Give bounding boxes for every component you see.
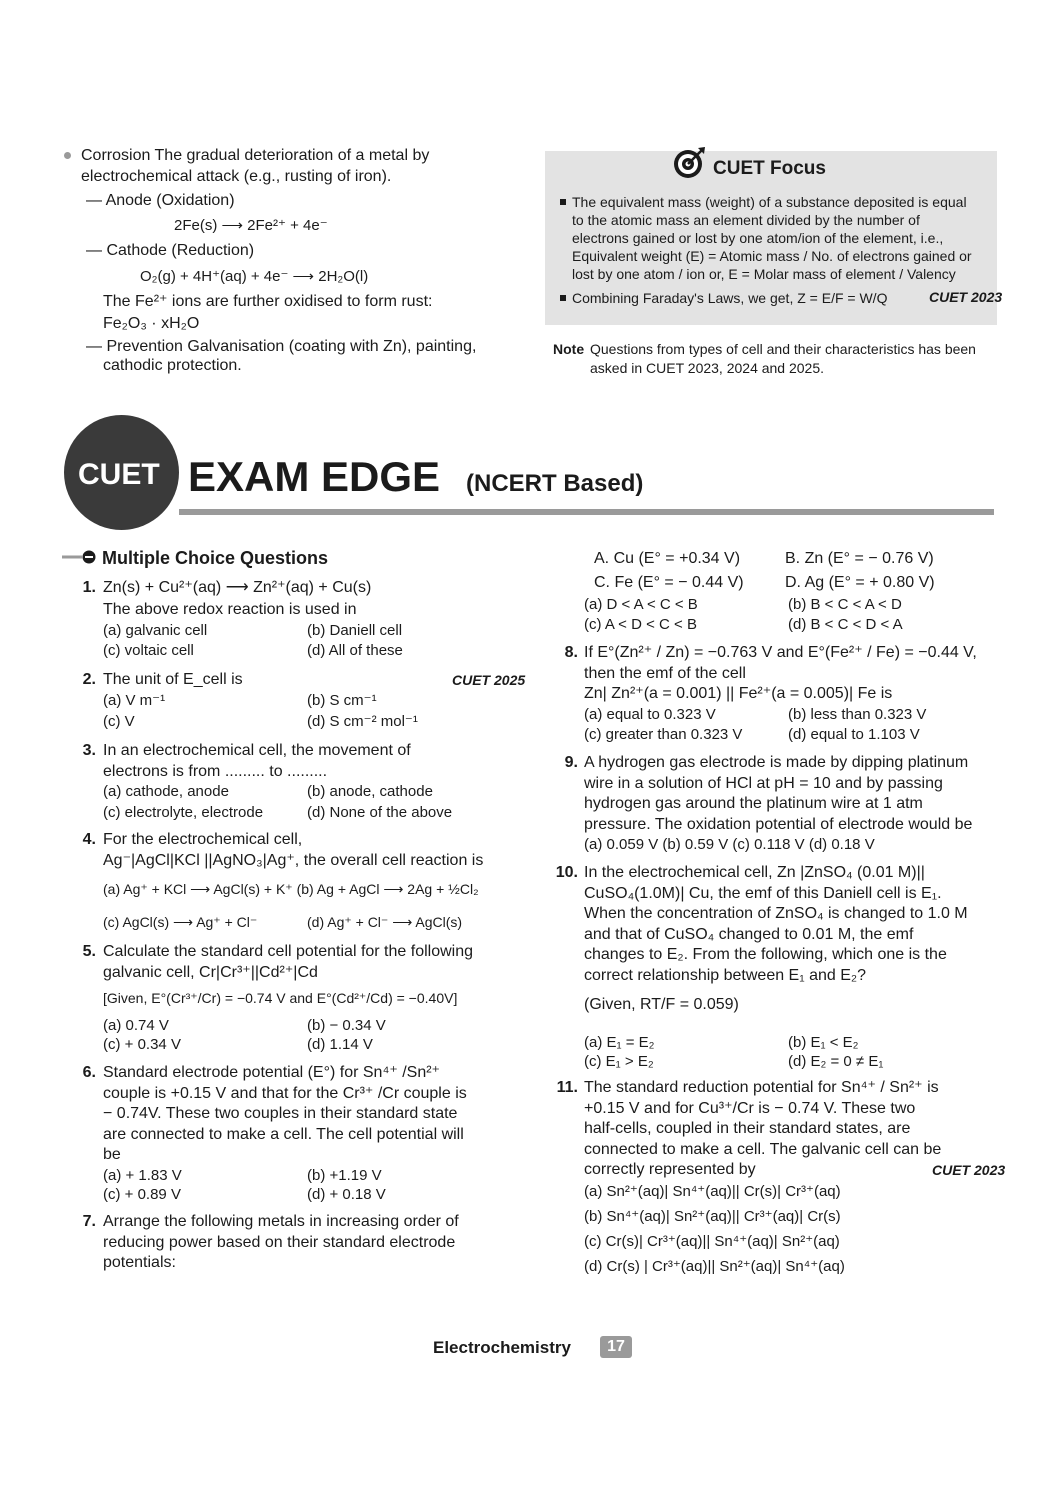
option: (b) +1.19 V xyxy=(307,1167,382,1184)
question-text: If E°(Zn²⁺ / Zn) = −0.763 V and E°(Fe²⁺ / Fe) = −0.44 V, xyxy=(584,644,977,661)
question-text: Arrange the following metals in increasing order of xyxy=(103,1213,459,1230)
question-text: The above redox reaction is used in xyxy=(103,601,357,618)
question-text: be xyxy=(103,1146,121,1163)
option: (a) equal to 0.323 V xyxy=(584,706,716,723)
option: (c) V xyxy=(103,713,135,730)
corrosion-prevention-cont: cathodic protection. xyxy=(103,357,242,374)
option: (d) equal to 1.103 V xyxy=(788,726,920,743)
question-number: 10. xyxy=(555,864,578,881)
option: (c) electrolyte, electrode xyxy=(103,804,264,821)
option: (a) D < A < C < B xyxy=(584,596,698,613)
question-text: Calculate the standard cell potential for the following xyxy=(103,943,473,960)
note-label: Note xyxy=(553,341,585,357)
question-text: are connected to make a cell. The cell potential will xyxy=(103,1126,464,1143)
question-text: correctly represented by xyxy=(584,1161,756,1178)
option: B. Zn (E° = − 0.76 V) xyxy=(785,550,934,567)
question-number: 4. xyxy=(82,831,96,848)
question-text: reducing power based on their standard electrode xyxy=(103,1234,456,1251)
mcq-heading: Multiple Choice Questions xyxy=(102,548,329,568)
question-text: changes to E₂. From the following, which one is the xyxy=(584,946,947,963)
option: (d) 1.14 V xyxy=(307,1036,373,1053)
question-number: 11. xyxy=(556,1079,578,1096)
option: (a) + 1.83 V xyxy=(103,1167,182,1184)
question-text: hydrogen gas around the platinum wire at 1 atm xyxy=(584,795,923,812)
question-text: The standard reduction potential for Sn⁴⁺ / Sn²⁺ is xyxy=(584,1079,939,1096)
question-number: 8. xyxy=(564,644,578,661)
option: C. Fe (E° = − 0.44 V) xyxy=(594,574,744,591)
option: (c) greater than 0.323 V xyxy=(584,726,743,743)
question-given: (Given, RT/F = 0.059) xyxy=(584,996,739,1013)
option: (b) Sn⁴⁺(aq)| Sn²⁺(aq)|| Cr³⁺(aq)| Cr(s) xyxy=(584,1208,841,1225)
question-text: electrons is from ......... to ......... xyxy=(103,763,328,780)
option: (d) S cm⁻² mol⁻¹ xyxy=(307,713,418,730)
option: (a) cathode, anode xyxy=(103,783,229,800)
question-text: For the electrochemical cell, xyxy=(103,831,303,848)
option: (d) + 0.18 V xyxy=(307,1186,386,1203)
question-text: CuSO₄(1.0M)| Cu, the emf of this Daniell cell is E₁. xyxy=(584,885,942,902)
question-text: In an electrochemical cell, the movement of xyxy=(103,742,411,759)
question-number: 2. xyxy=(82,671,96,688)
option: (a) galvanic cell xyxy=(103,622,208,639)
option: D. Ag (E° = + 0.80 V) xyxy=(785,574,935,591)
question-text: A hydrogen gas electrode is made by dipping platinum xyxy=(584,754,969,771)
question-number: 6. xyxy=(82,1064,96,1081)
focus-line: lost by one atom / ion or, E = Molar mass of element / Valency xyxy=(572,266,956,282)
footer-page-number: 17 xyxy=(607,1338,625,1355)
question-text: When the concentration of ZnSO₄ is changed to 1.0 M xyxy=(584,905,968,922)
corrosion-anode-equation: 2Fe(s) ⟶ 2Fe²⁺ + 4e⁻ xyxy=(174,217,328,234)
option: (b) Daniell cell xyxy=(307,622,403,639)
option: (a) E₁ = E₂ xyxy=(584,1034,655,1051)
focus-bullet xyxy=(560,295,566,301)
option: (c) E₁ > E₂ xyxy=(584,1053,654,1070)
question-text: then the emf of the cell xyxy=(584,665,746,682)
question-text: The unit of E_cell is xyxy=(103,671,243,688)
option: (a) V m⁻¹ xyxy=(103,692,166,709)
corrosion-rust-text: The Fe²⁺ ions are further oxidised to form rust: xyxy=(103,293,433,310)
question-number: 5. xyxy=(82,943,96,960)
question-text: half-cells, coupled in their standard states, are xyxy=(584,1120,911,1137)
note-line: Questions from types of cell and their characteristics has been xyxy=(590,341,976,357)
footer-chapter: Electrochemistry xyxy=(433,1338,571,1357)
question-text: Standard electrode potential (E°) for Sn⁴⁺ /Sn²⁺ xyxy=(103,1064,440,1081)
option: (a) Sn²⁺(aq)| Sn⁴⁺(aq)|| Cr(s)| Cr³⁺(aq) xyxy=(584,1183,841,1200)
corrosion-line: electrochemical attack (e.g., rusting of iron). xyxy=(81,168,392,185)
question-text: couple is +0.15 V and that for the Cr³⁺ /Cr couple is xyxy=(103,1085,467,1102)
question-text: correct relationship between E₁ and E₂? xyxy=(584,967,866,984)
option: (c) + 0.89 V xyxy=(103,1186,181,1203)
question-number: 7. xyxy=(82,1213,96,1230)
note-line: asked in CUET 2023, 2024 and 2025. xyxy=(590,360,825,376)
question-text: galvanic cell, Cr|Cr³⁺||Cd²⁺|Cd xyxy=(103,964,318,981)
option: (c) AgCl(s) ⟶ Ag⁺ + Cl⁻ xyxy=(103,914,258,930)
corrosion-cathode-heading: — Cathode (Reduction) xyxy=(86,242,255,259)
question-text: connected to make a cell. The galvanic cell can be xyxy=(584,1141,942,1158)
option: (c) voltaic cell xyxy=(103,642,194,659)
question-given: [Given, E°(Cr³⁺/Cr) = −0.74 V and E°(Cd²⁺/Cd) = −0.40V] xyxy=(103,990,458,1006)
cuet-tag: CUET 2025 xyxy=(452,672,526,688)
focus-cuet-tag: CUET 2023 xyxy=(929,289,1003,305)
mcq-heading-icon xyxy=(62,550,98,564)
focus-line: The equivalent mass (weight) of a substance deposited is equal xyxy=(572,194,967,210)
question-text: and that of CuSO₄ changed to 0.01 M, the emf xyxy=(584,926,914,943)
banner-subtitle: (NCERT Based) xyxy=(466,470,644,497)
option: (d) None of the above xyxy=(307,804,453,821)
question-number: 3. xyxy=(82,742,96,759)
question-number: 1. xyxy=(82,579,96,596)
corrosion-rust-formula: Fe₂O₃ · xH₂O xyxy=(103,315,200,332)
option: (d) B < C < D < A xyxy=(788,616,903,633)
focus-bullet xyxy=(560,199,566,205)
focus-line: Equivalent weight (E) = Atomic mass / No. of electrons gained or xyxy=(572,248,972,264)
focus-line: electrons gained or lost by one atom/ion of the element, i.e., xyxy=(572,230,944,246)
option: A. Cu (E° = +0.34 V) xyxy=(594,550,741,567)
option: (d) E₂ = 0 ≠ E₁ xyxy=(788,1053,884,1070)
corrosion-anode-heading: — Anode (Oxidation) xyxy=(86,192,235,209)
question-text: potentials: xyxy=(103,1254,176,1271)
question-text: pressure. The oxidation potential of electrode would be xyxy=(584,816,973,833)
option: (d) Ag⁺ + Cl⁻ ⟶ AgCl(s) xyxy=(307,914,463,930)
focus-faraday-line: Combining Faraday's Laws, we get, Z = E/F = W/Q xyxy=(572,290,888,306)
cuet-focus-title: CUET Focus xyxy=(713,158,826,179)
option: (a) Ag⁺ + KCl ⟶ AgCl(s) + K⁺ (b) Ag + AgCl ⟶ 2Ag + ½Cl₂ xyxy=(103,881,479,897)
option: (d) All of these xyxy=(307,642,403,659)
option: (b) S cm⁻¹ xyxy=(307,692,377,709)
banner-title: EXAM EDGE xyxy=(188,453,441,500)
banner-rule xyxy=(179,509,994,515)
question-text: In the electrochemical cell, Zn |ZnSO₄ (0.01 M)|| xyxy=(584,864,925,881)
cuet-tag: CUET 2023 xyxy=(932,1162,1006,1178)
option: (c) Cr(s)| Cr³⁺(aq)|| Sn⁴⁺(aq)| Sn²⁺(aq) xyxy=(584,1233,840,1250)
question-text: Zn(s) + Cu²⁺(aq) ⟶ Zn²⁺(aq) + Cu(s) xyxy=(103,579,372,596)
corrosion-line: Corrosion The gradual deterioration of a metal by xyxy=(81,147,430,164)
banner-badge-text: CUET xyxy=(78,458,160,491)
question-text: wire in a solution of HCl at pH = 10 and by passing xyxy=(584,775,943,792)
question-text: Zn| Zn²⁺(a = 0.001) || Fe²⁺(a = 0.005)| Fe is xyxy=(584,685,893,702)
option: (b) anode, cathode xyxy=(307,783,433,800)
question-number: 9. xyxy=(564,754,578,771)
option: (a) 0.059 V (b) 0.59 V (c) 0.118 V (d) 0.18 V xyxy=(584,836,875,853)
option: (d) Cr(s) | Cr³⁺(aq)|| Sn²⁺(aq)| Sn⁴⁺(aq) xyxy=(584,1258,845,1275)
corrosion-cathode-equation: O₂(g) + 4H⁺(aq) + 4e⁻ ⟶ 2H₂O(l) xyxy=(140,268,369,285)
corrosion-bullet xyxy=(64,152,71,159)
target-icon xyxy=(672,146,706,180)
option: (c) + 0.34 V xyxy=(103,1036,181,1053)
option: (b) − 0.34 V xyxy=(307,1017,386,1034)
option: (a) 0.74 V xyxy=(103,1017,169,1034)
corrosion-prevention: — Prevention Galvanisation (coating with Zn), painting, xyxy=(86,338,477,355)
question-text: +0.15 V and for Cu³⁺/Cr is − 0.74 V. These two xyxy=(584,1100,916,1117)
option: (b) less than 0.323 V xyxy=(788,706,927,723)
option: (c) A < D < C < B xyxy=(584,616,697,633)
option: (b) E₁ < E₂ xyxy=(788,1034,859,1051)
focus-line: to the atomic mass an element divided by the number of xyxy=(572,212,920,228)
question-text: Ag⁻|AgCl|KCl ||AgNO₃|Ag⁺, the overall cell reaction is xyxy=(103,852,484,869)
option: (b) B < C < A < D xyxy=(788,596,902,613)
question-text: − 0.74V. These two couples in their standard state xyxy=(103,1105,458,1122)
